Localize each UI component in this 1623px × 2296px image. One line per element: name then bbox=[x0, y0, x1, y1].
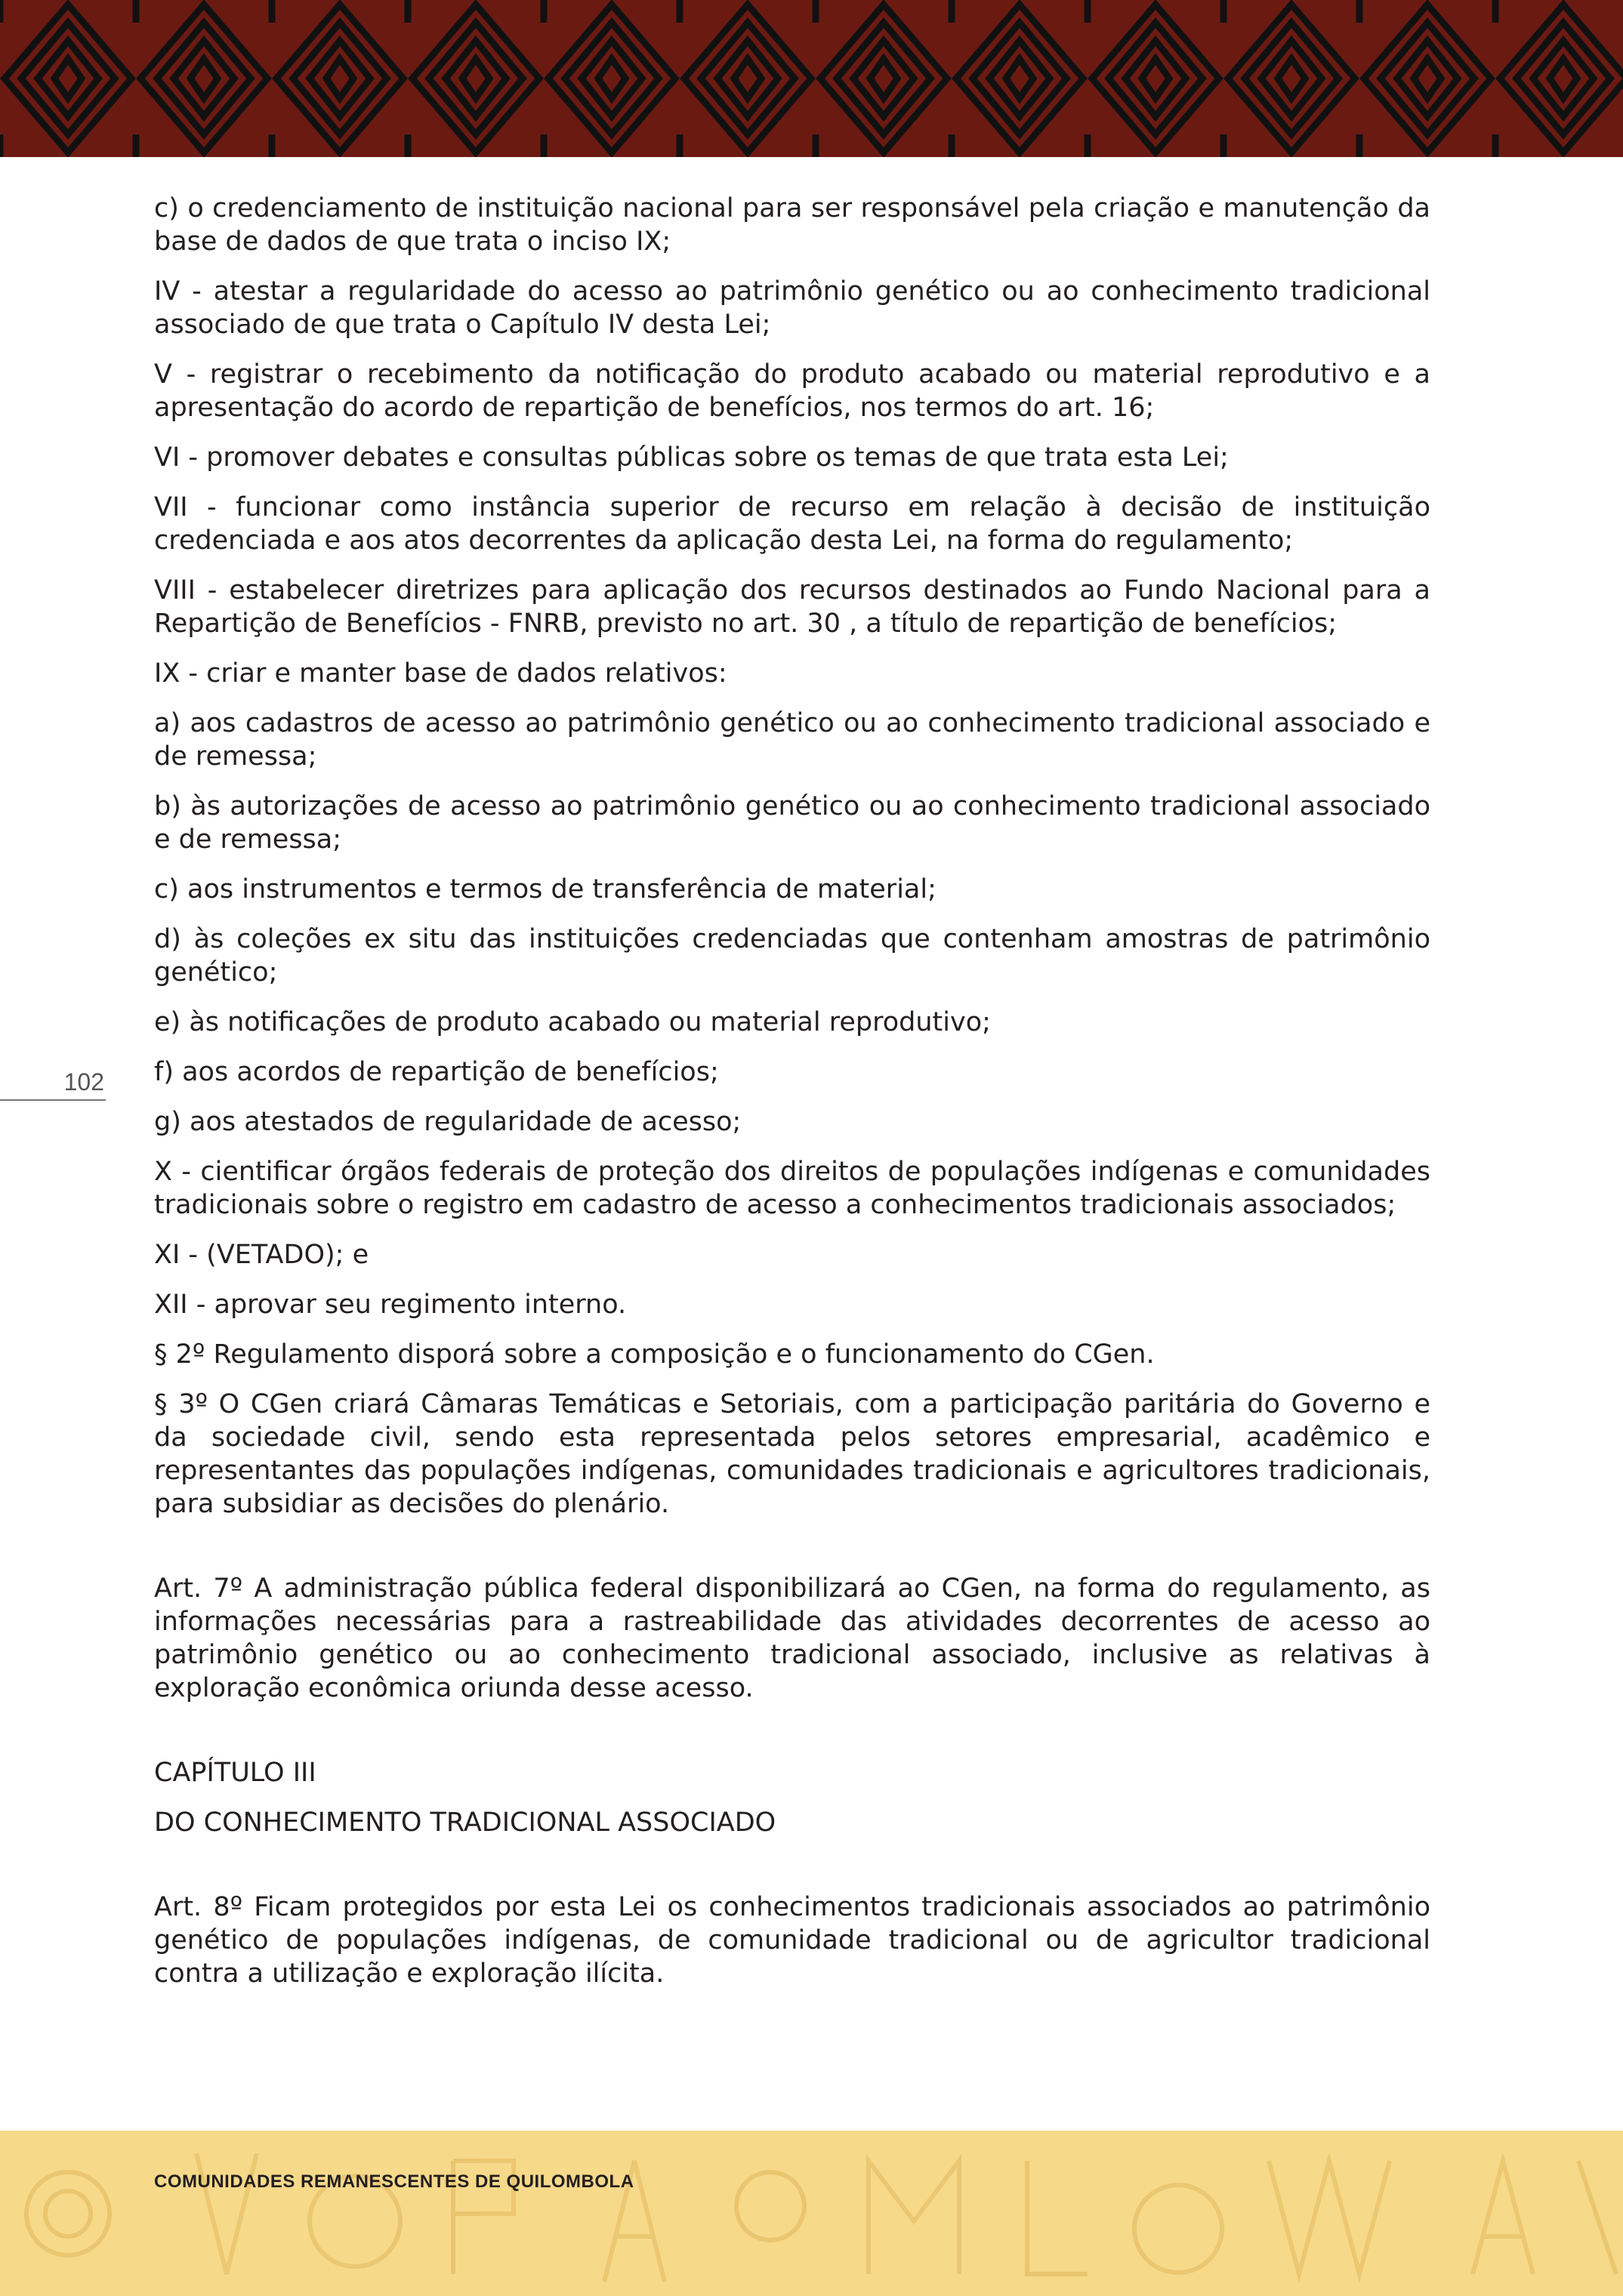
paragraph: XII - aprovar seu regimento interno. bbox=[154, 1290, 627, 1320]
paragraph: f) aos acordos de repartição de benefícios; bbox=[154, 1057, 719, 1087]
page-number: 102 bbox=[0, 1063, 106, 1101]
article-7: Art. 7º A administração pública federal disponibilizará ao CGen, na forma do regulamento, as informações necessárias para a rastreabilidade das atividades decorrentes de acesso ao patrimônio genético ou ao conhecimento tradicional associado, inclusive as relativas à exploração econômica oriunda desse acesso. bbox=[154, 1573, 1430, 1703]
document-body bbox=[154, 192, 1430, 2007]
paragraph: VIII - estabelecer diretrizes para aplicação dos recursos destinados ao Fundo Nacional para a Repartição de Benefícios - FNRB, previsto no art. 30 , a título de repartição de benefícios; bbox=[154, 575, 1430, 639]
paragraph: IX - criar e manter base de dados relativos: bbox=[154, 658, 727, 689]
paragraph: d) às coleções ex situ das instituições credenciadas que contenham amostras de patrimônio genético; bbox=[154, 924, 1430, 988]
paragraph: XI - (VETADO); e bbox=[154, 1240, 369, 1270]
paragraph: § 2º Regulamento disporá sobre a composição e o funcionamento do CGen. bbox=[154, 1339, 1155, 1370]
chapter-title: DO CONHECIMENTO TRADICIONAL ASSOCIADO bbox=[154, 1808, 776, 1838]
paragraph: § 3º O CGen criará Câmaras Temáticas e Setoriais, com a participação paritária do Governo e da sociedade civil, sendo esta representada pelos setores empresarial, acadêmico e representantes das populações indígenas, comunidades tradicionais e agricultores tradicionais, para subsidiar as decisões do plenário. bbox=[154, 1389, 1430, 1519]
paragraph: VI - promover debates e consultas públicas sobre os temas de que trata esta Lei; bbox=[154, 442, 1229, 473]
article-8: Art. 8º Ficam protegidos por esta Lei os conhecimentos tradicionais associados ao patrimônio genético de populações indígenas, de comunidade tradicional ou de agricultor tradicional contra a utilização e exploração ilícita. bbox=[154, 1892, 1430, 1989]
paragraph: V - registrar o recebimento da notificação do produto acabado ou material reprodutivo e a apresentação do acordo de repartição de benefícios, nos termos do art. 16; bbox=[154, 359, 1430, 423]
footer-pattern-band bbox=[0, 2131, 1623, 2296]
paragraph: e) às notificações de produto acabado ou material reprodutivo; bbox=[154, 1007, 991, 1037]
paragraph: b) às autorizações de acesso ao patrimônio genético ou ao conhecimento tradicional associado e de remessa; bbox=[154, 791, 1430, 855]
paragraph: IV - atestar a regularidade do acesso ao patrimônio genético ou ao conhecimento tradicional associado de que trata o Capítulo IV desta Lei; bbox=[154, 276, 1430, 340]
paragraph: c) o credenciamento de instituição nacional para ser responsável pela criação e manutenção da base de dados de que trata o inciso IX; bbox=[154, 193, 1430, 257]
chapter-number: CAPÍTULO III bbox=[154, 1758, 316, 1788]
paragraph: a) aos cadastros de acesso ao patrimônio genético ou ao conhecimento tradicional associado e de remessa; bbox=[154, 708, 1430, 772]
paragraph: c) aos instrumentos e termos de transferência de material; bbox=[154, 874, 936, 905]
paragraph: VII - funcionar como instância superior de recurso em relação à decisão de instituição credenciada e aos atos decorrentes da aplicação desta Lei, na forma do regulamento; bbox=[154, 492, 1430, 556]
paragraph: g) aos atestados de regularidade de acesso; bbox=[154, 1107, 742, 1137]
paragraph: X - cientificar órgãos federais de proteção dos direitos de populações indígenas e comunidades tradicionais sobre o registro em cadastro de acesso a conhecimentos tradicionais associados; bbox=[154, 1157, 1430, 1220]
footer-publication-title: COMUNIDADES REMANESCENTES DE QUILOMBOLA bbox=[154, 2171, 634, 2192]
header-pattern-band bbox=[0, 0, 1623, 157]
